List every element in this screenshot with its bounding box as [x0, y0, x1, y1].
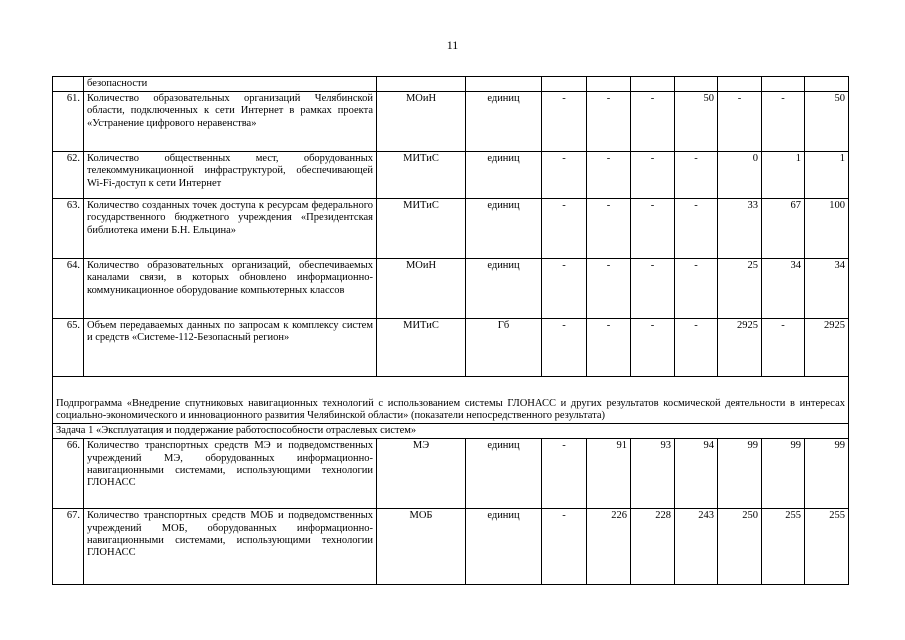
value-cell: 2925 — [718, 319, 762, 377]
value-cell: - — [587, 152, 631, 199]
page-number: 11 — [446, 38, 459, 52]
unit — [466, 77, 542, 92]
value-cell: - — [631, 199, 675, 259]
responsible-org — [377, 77, 466, 92]
value-cell: 0 — [718, 152, 762, 199]
task-title: Задача 1 «Эксплуатация и поддержание работоспособности отраслевых систем» — [53, 424, 849, 439]
value-cell: - — [542, 439, 587, 509]
task-row — [53, 424, 849, 439]
value-cell: - — [542, 199, 587, 259]
value-cell: 50 — [675, 92, 718, 152]
value-cell: - — [542, 259, 587, 319]
indicator-name: Количество образовательных организаций, обеспечиваемых каналами связи, в которых обновлено информационно-коммуникационное оборудование компьютерных классов — [84, 259, 377, 319]
value-cell — [718, 77, 762, 92]
value-cell: 34 — [805, 259, 849, 319]
row-number: 63. — [53, 199, 84, 259]
value-cell: 25 — [718, 259, 762, 319]
indicator-name: Количество транспортных средств МОБ и подведомственных учреждений МОБ, оборудованных информационно-навигационными системами, использующими технологии ГЛОНАСС — [84, 509, 377, 585]
value-cell: - — [675, 152, 718, 199]
value-cell: - — [542, 319, 587, 377]
value-cell: - — [587, 92, 631, 152]
unit: единиц — [466, 259, 542, 319]
value-cell — [542, 77, 587, 92]
indicator-name: Количество общественных мест, оборудованных телекоммуникационной инфраструктурой, обеспечивающей Wi-Fi-доступ к сети Интернет — [84, 152, 377, 199]
responsible-org: МОБ — [377, 509, 466, 585]
responsible-org: МИТиС — [377, 152, 466, 199]
value-cell: - — [542, 92, 587, 152]
value-cell: 33 — [718, 199, 762, 259]
value-cell — [805, 77, 849, 92]
value-cell: 255 — [805, 509, 849, 585]
value-cell: 100 — [805, 199, 849, 259]
value-cell: - — [675, 199, 718, 259]
responsible-org: МИТиС — [377, 319, 466, 377]
value-cell: 50 — [805, 92, 849, 152]
value-cell: 94 — [675, 439, 718, 509]
value-cell: - — [631, 152, 675, 199]
table-row — [53, 509, 849, 585]
indicator-name: Количество транспортных средств МЭ и подведомственных учреждений МЭ, оборудованных информационно-навигационными системами, использующими технологии ГЛОНАСС — [84, 439, 377, 509]
value-cell: - — [587, 319, 631, 377]
table-row — [53, 199, 849, 259]
value-cell: - — [542, 509, 587, 585]
value-cell: - — [718, 92, 762, 152]
value-cell: 67 — [762, 199, 805, 259]
value-cell: 34 — [762, 259, 805, 319]
value-cell: 226 — [587, 509, 631, 585]
responsible-org: МОиН — [377, 92, 466, 152]
responsible-org: МОиН — [377, 259, 466, 319]
indicator-name: Количество образовательных организаций Челябинской области, подключенных к сети Интернет в рамках проекта «Устранение цифрового неравенства» — [84, 92, 377, 152]
value-cell: - — [675, 319, 718, 377]
unit: единиц — [466, 199, 542, 259]
responsible-org: МИТиС — [377, 199, 466, 259]
row-number: 61. — [53, 92, 84, 152]
value-cell: 1 — [805, 152, 849, 199]
table-row — [53, 77, 849, 92]
subprogram-row — [53, 377, 849, 424]
table-row — [53, 152, 849, 199]
value-cell: 99 — [718, 439, 762, 509]
subprogram-title: Подпрограмма «Внедрение спутниковых навигационных технологий с использованием системы ГЛОНАСС и других результатов космической деятельности в интересах социально-экономического и инновационного развития Челябинской области» (показатели непосредственного результата) — [53, 377, 849, 424]
unit: единиц — [466, 509, 542, 585]
unit: единиц — [466, 92, 542, 152]
row-number — [53, 77, 84, 92]
value-cell: 1 — [762, 152, 805, 199]
unit: единиц — [466, 439, 542, 509]
value-cell: - — [631, 259, 675, 319]
value-cell: - — [587, 259, 631, 319]
value-cell — [631, 77, 675, 92]
indicators-table — [52, 76, 849, 585]
value-cell — [762, 77, 805, 92]
value-cell: - — [631, 92, 675, 152]
unit: Гб — [466, 319, 542, 377]
value-cell: 255 — [762, 509, 805, 585]
row-number: 64. — [53, 259, 84, 319]
table-row — [53, 92, 849, 152]
value-cell: - — [542, 152, 587, 199]
row-number: 67. — [53, 509, 84, 585]
indicator-name: Количество созданных точек доступа к ресурсам федерального государственного бюджетного учреждения «Президентская библиотека имени Б.Н. Ельцина» — [84, 199, 377, 259]
value-cell: 250 — [718, 509, 762, 585]
row-number: 62. — [53, 152, 84, 199]
value-cell: 91 — [587, 439, 631, 509]
value-cell: - — [631, 319, 675, 377]
responsible-org: МЭ — [377, 439, 466, 509]
table-row — [53, 319, 849, 377]
value-cell: 243 — [675, 509, 718, 585]
value-cell — [587, 77, 631, 92]
value-cell: 93 — [631, 439, 675, 509]
indicator-name: Объем передаваемых данных по запросам к комплексу систем и средств «Системе-112-Безопасный регион» — [84, 319, 377, 377]
value-cell: 2925 — [805, 319, 849, 377]
value-cell: 99 — [805, 439, 849, 509]
value-cell: - — [587, 199, 631, 259]
row-number: 66. — [53, 439, 84, 509]
table-row — [53, 439, 849, 509]
unit: единиц — [466, 152, 542, 199]
value-cell: - — [675, 259, 718, 319]
indicator-name: безопасности — [84, 77, 377, 92]
value-cell: - — [762, 92, 805, 152]
table-row — [53, 259, 849, 319]
value-cell: - — [762, 319, 805, 377]
value-cell: 228 — [631, 509, 675, 585]
value-cell: 99 — [762, 439, 805, 509]
row-number: 65. — [53, 319, 84, 377]
value-cell — [675, 77, 718, 92]
